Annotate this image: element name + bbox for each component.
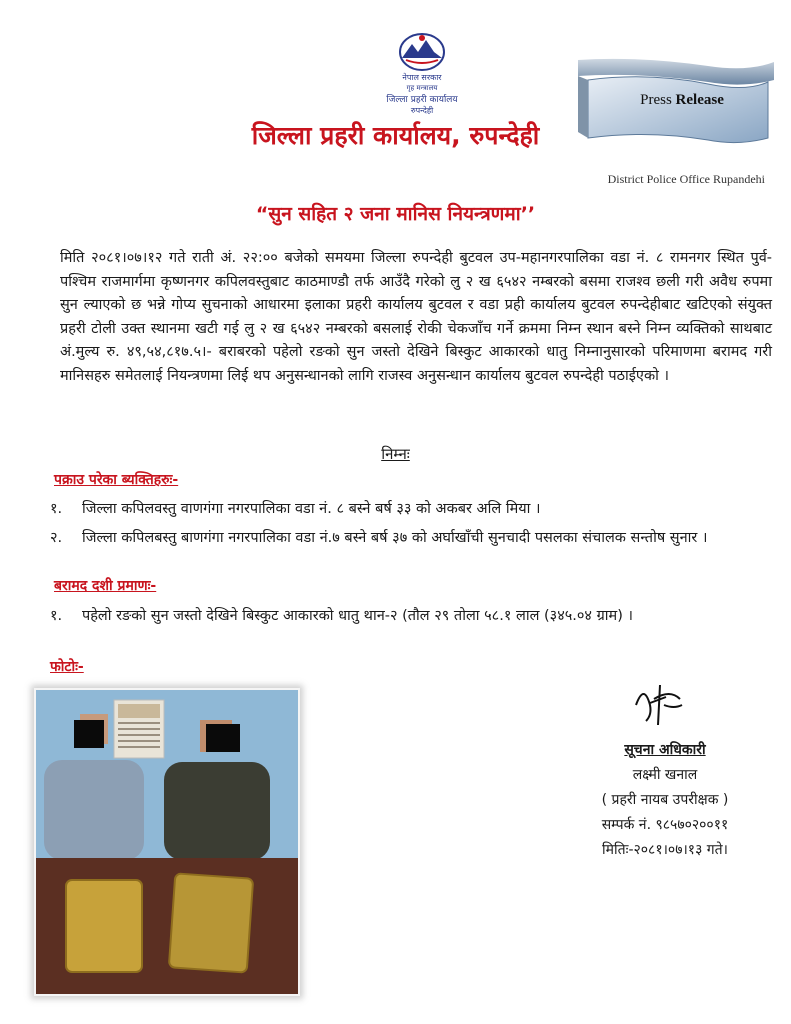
list-text: जिल्ला कपिलवस्तु वाणगंगा नगरपालिका वडा नं. ८ बस्ने बर्ष ३३ को अकबर अलि मिया । — [82, 501, 541, 517]
signatory-contact: सम्पर्क नं. ९८५७०२००११ — [601, 817, 729, 833]
svg-text:रुपन्देही: रुपन्देही — [410, 106, 434, 115]
seized-evidence-heading: बरामद दशी प्रमाणः- — [54, 578, 157, 594]
evidence-photo — [34, 688, 300, 996]
office-name-english: District Police Office Rupandehi — [607, 172, 765, 186]
handwritten-signature — [630, 675, 688, 730]
press-release-label: Press Release — [640, 92, 724, 108]
list-text: पहेलो रङको सुन जस्तो देखिने बिस्कुट आकारको धातु थान-२ (तौल २९ तोला ५८.१ लाल (३४५.०४ ग्राम) । — [82, 608, 633, 624]
svg-text:जिल्ला प्रहरी कार्यालय: जिल्ला प्रहरी कार्यालय — [386, 95, 458, 105]
signatory-rank: ( प्रहरी नायब उपरीक्षक ) — [601, 792, 729, 808]
svg-text:नेपाल सरकार: नेपाल सरकार — [402, 73, 442, 82]
arrested-persons-heading: पक्राउ परेका ब्यक्तिहरुः- — [54, 472, 179, 488]
signatory-name: लक्ष्मी खनाल — [632, 767, 698, 783]
nepal-government-emblem — [372, 28, 472, 118]
list-text: जिल्ला कपिलबस्तु बाणगंगा नगरपालिका वडा नं.७ बस्ने बर्ष ३७ को अर्घाखाँची सुनचादी पसलका संचालक सन्तोष सुनार । — [82, 530, 708, 546]
list-number: १. — [50, 501, 63, 517]
svg-text:गृह मन्त्रालय: गृह मन्त्रालय — [406, 84, 438, 92]
body-paragraph: मिति २०८१।०७।१२ गते राती अं. २२:०० बजेको समयमा जिल्ला रुपन्देही बुटवल उप-महानगरपालिका वडा नं. ८ रामनगर स्थित पुर्व- पश्चिम राजमार्गमा कृष्णनगर कपिलवस्तुबाट काठमाण्डौ तर्फ आउँदै गरेको लु २ ख ६५४२ नम्बरको बसमा राजश्व छली गरी अवैध रुपमा सुन ल्याएको छ भन्ने गोप्य सुचनाको आधारमा इलाका प्रहरी कार्यालय बुटवल र वडा प्रही कार्यालय बुटवल रुपन्देहीबाट खटिएको संयुक्त प्रहरी टोली उक्त स्थानमा खटी गई लु २ ख ६५४२ नम्बरको बसलाई रोकी चेकजाँच गर्ने क्रममा निम्न स्थान बस्ने निम्न व्यक्तिको साथबाट अं.मुल्य रु. ४९,५४,८१७.५।- बराबरको पहेलो रङको सुन जस्तो देखिने बिस्कुट आकारको धातु निम्नानुसारको परिमाणमा बरामद गरी मानिसहरु समेतलाई नियन्त्रणमा लिई थप अनुसन्धानको लागि राजस्व अनुसन्धान कार्यालय बुटवल रुपन्देही पठाईएको । — [60, 250, 772, 384]
list-item — [50, 604, 762, 628]
office-title: जिल्ला प्रहरी कार्यालय, रुपन्देही — [251, 121, 540, 150]
list-number: १. — [50, 608, 63, 624]
signatory-block — [560, 738, 770, 863]
list-item — [50, 497, 762, 521]
list-item — [50, 526, 762, 550]
press-headline: “सुन सहित २ जना मानिस नियन्त्रणमा’’ — [255, 203, 536, 225]
signatory-date: मितिः-२०८१।०७।१३ गते। — [602, 842, 728, 858]
list-number: २. — [50, 530, 63, 546]
signatory-title: सूचना अधिकारी — [624, 742, 706, 758]
following-label: निम्नः — [381, 445, 410, 463]
photo-heading: फोटोः- — [50, 659, 84, 675]
